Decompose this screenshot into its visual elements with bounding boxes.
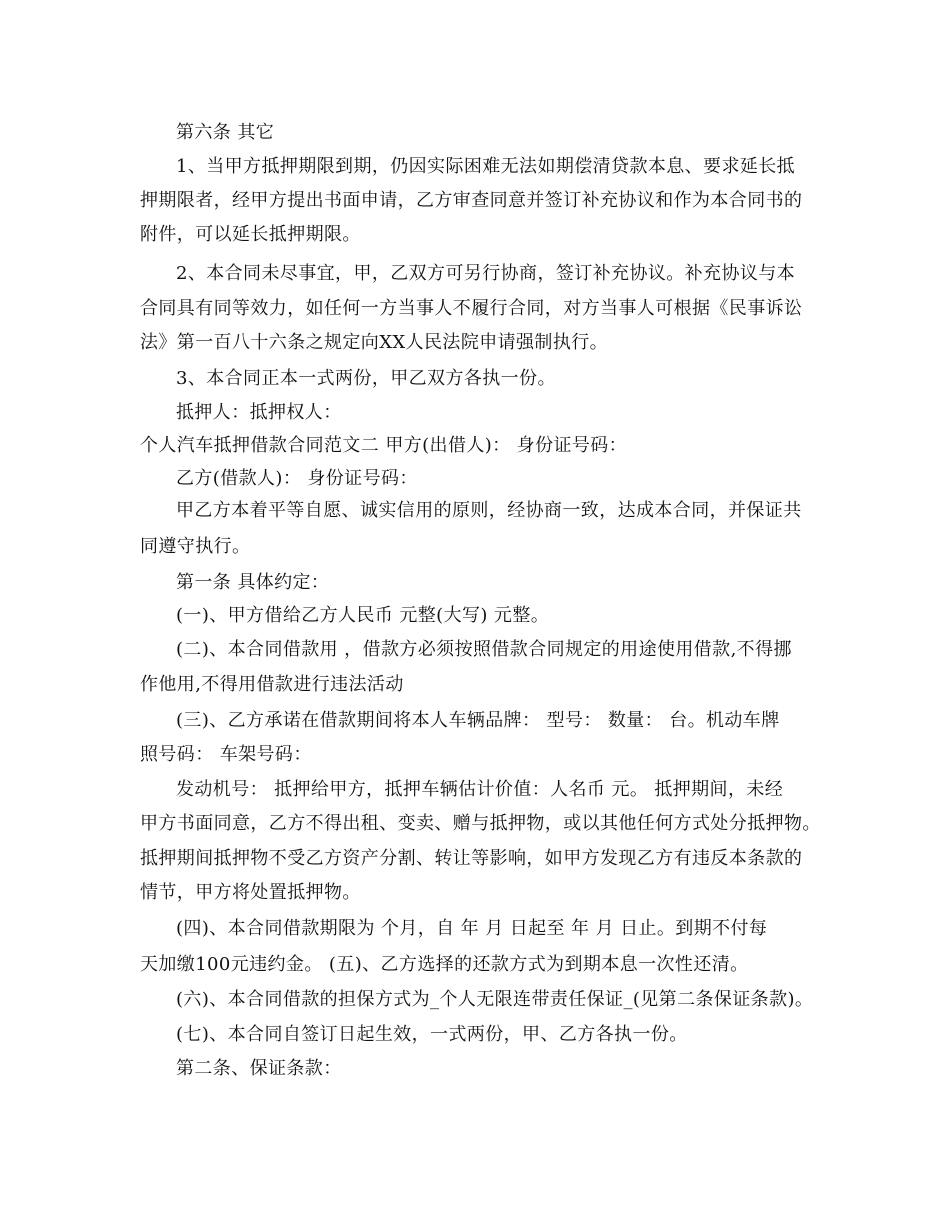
paragraph-line: 附件，可以延长抵押期限。 [140,224,361,245]
paragraph-line: 情节，甲方将处置抵押物。 [140,882,361,903]
paragraph-line: (七)、本合同自签订日起生效，一式两份，甲、乙方各执一份。 [176,1024,688,1045]
paragraph-line: 照号码： 车架号码： [140,744,312,765]
article-one-heading: 第一条 具体约定： [176,572,330,593]
paragraph-line: 甲方书面同意，乙方不得出租、变卖、赠与抵押物，或以其他任何方式处分抵押物。 [140,813,821,834]
article-two-heading: 第二条、保证条款： [176,1058,342,1079]
paragraph-line: 合同具有同等效力，如任何一方当事人不履行合同，对方当事人可根据《民事诉讼 [140,298,803,319]
paragraph-line: 押期限者，经甲方提出书面申请，乙方审查同意并签订补充协议和作为本合同书的 [140,190,803,211]
paragraph-line: 2、本合同未尽事宜，甲，乙双方可另行协商，签订补充协议。补充协议与本 [176,263,796,284]
paragraph-line: 3、本合同正本一式两份，甲乙双方各执一份。 [176,368,556,389]
paragraph-line: 法》第一百八十六条之规定向XX人民法院申请强制执行。 [140,332,609,353]
paragraph-line: 天加缴100元违约金。 (五)、乙方选择的还款方式为到期本息一次性还清。 [140,954,749,975]
paragraph-line: (三)、乙方承诺在借款期间将本人车辆品牌： 型号： 数量： 台。机动车牌 [176,710,780,731]
article-six-heading: 第六条 其它 [176,122,275,143]
paragraph-line: 甲乙方本着平等自愿、诚实信用的原则，经协商一致，达成本合同，并保证共 [176,500,802,521]
paragraph-line: 同遵守执行。 [140,536,251,557]
contract-title-line: 个人汽车抵押借款合同范文二 甲方(出借人)： 身份证号码： [140,435,628,456]
paragraph-line: 发动机号： 抵押给甲方，抵押车辆估计价值：人名币 元。 抵押期间，未经 [176,779,784,800]
paragraph-line: (二)、本合同借款用 ，借款方必须按照借款合同规定的用途使用借款,不得挪 [176,639,792,660]
paragraph-line: 1、当甲方抵押期限到期，仍因实际困难无法如期偿清贷款本息、要求延长抵 [176,156,796,177]
paragraph-line: (一)、甲方借给乙方人民币 元整(大写) 元整。 [176,605,550,626]
paragraph-line: 乙方(借款人)： 身份证号码： [176,468,418,489]
paragraph-line: (六)、本合同借款的担保方式为_个人无限连带责任保证_(见第二条保证条款)。 [176,989,814,1010]
paragraph-line: 抵押期间抵押物不受乙方资产分割、转让等影响，如甲方发现乙方有违反本条款的 [140,848,803,869]
signature-line: 抵押人：抵押权人： [176,402,342,423]
paragraph-line: (四)、本合同借款期限为 个月，自 年 月 日起至 年 月 日止。到期不付每 [176,918,768,939]
paragraph-line: 作他用,不得用借款进行违法活动 [140,674,404,695]
